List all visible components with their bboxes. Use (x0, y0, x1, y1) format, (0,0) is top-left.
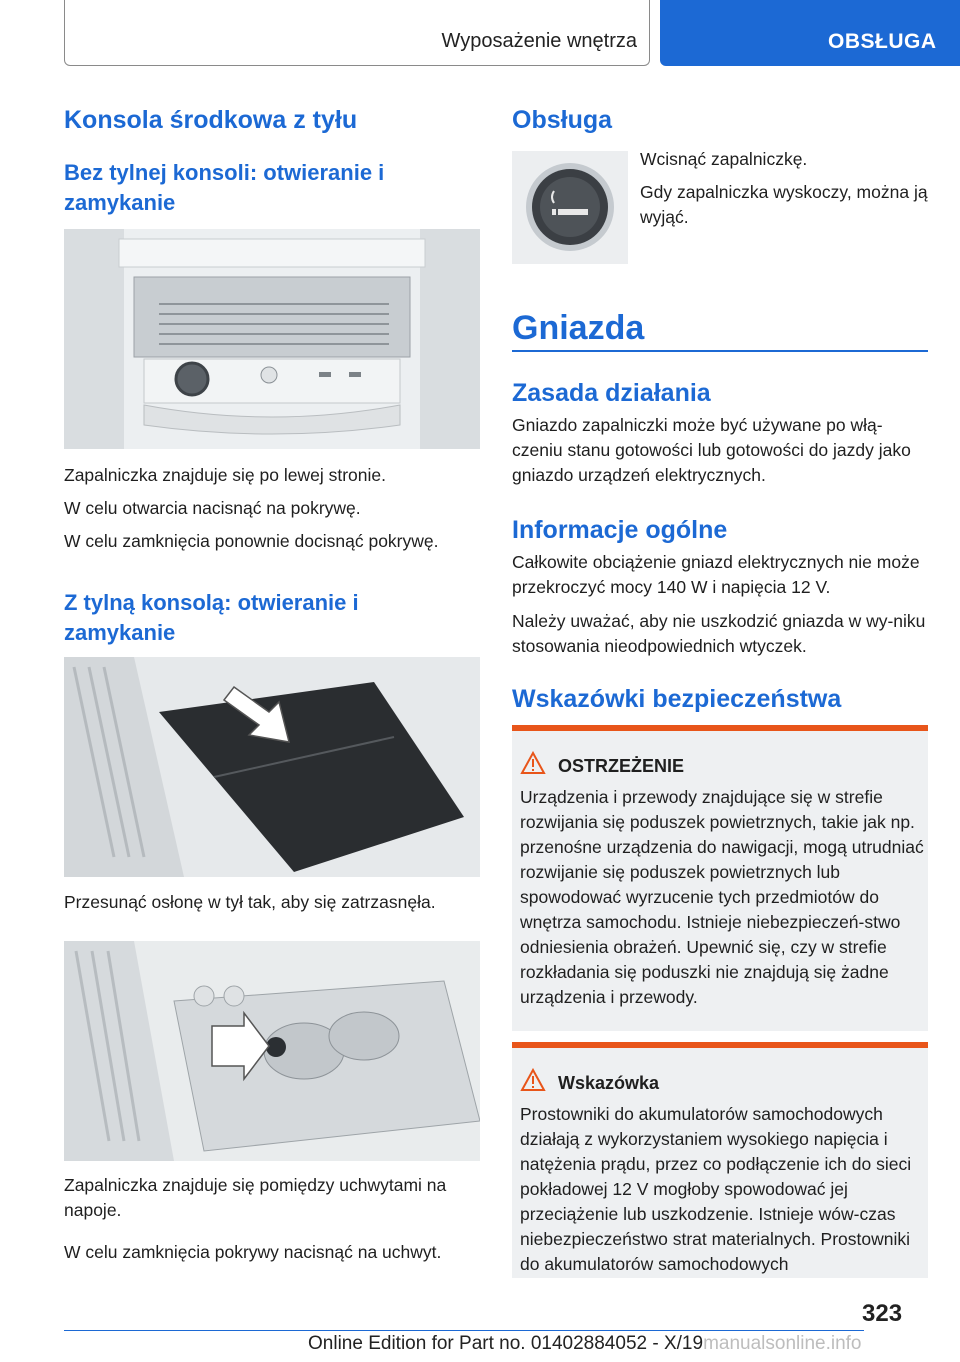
cup-holders-image (64, 941, 480, 1161)
heading-principle: Zasada działania (512, 379, 711, 407)
notice-text: Prostowniki do akumulatorów samochodowych działają z wykorzystaniem wysokiego napięcia i natężenia prądu, przez co podłączenie ich do sieci pokładowej 12 V mogłoby spowodować jej przeciążenie lub uszkodzenie. Istnieje wów-czas niebezpieczeństwo strat materialnych. Prostowniki do akumulatorów samochodowych (520, 1104, 912, 1274)
page-number: 323 (862, 1300, 903, 1327)
footer-divider (64, 1330, 864, 1331)
paragraph-press-lighter: Wcisnąć zapalniczkę. (640, 149, 808, 169)
header-chapter-tab (660, 0, 960, 66)
warning-box (512, 725, 928, 1031)
paragraph-slide-cover: Przesunąć osłonę w tył tak, aby się zatrzasnęła. (64, 892, 436, 912)
heading-safety: Wskazówki bezpieczeństwa (512, 685, 842, 713)
notice-title: Wskazówka (558, 1073, 660, 1093)
warning-text: Urządzenia i przewody znajdujące się w strefie rozwijania się poduszek powietrznych, takie jak np. przenośne urządzenia do nawigacji, mogą utrudniać rozwijanie się poduszek powietrznych lub spowodować wyrzucenie tych przedmiotów do wnętrza samochodu. Istnieje niebezpieczeń-stwo odniesienia obrażeń. Upewnić się, czy w strefie rozkładania się poduszki nie znajdują się żadne urządzenia i przewody. (520, 787, 924, 1007)
footer-watermark: manualsonline.info (703, 1333, 862, 1354)
notice-triangle-icon (520, 1068, 546, 1092)
paragraph-open-cover: W celu otwarcia nacisnąć na pokrywę. (64, 498, 361, 518)
footer-edition: Online Edition for Part no. 01402884052 - X/19 (308, 1333, 704, 1354)
sliding-cover-image (64, 657, 480, 877)
notice-box (512, 1042, 928, 1278)
footer-text (308, 1333, 862, 1355)
header-chapter-title: OBSŁUGA (828, 30, 937, 53)
paragraph-principle: Gniazdo zapalniczki może być używane po włą-czeniu stanu gotowości lub gotowości do jazdy jako gniazdo urządzeń elektrycznych. (512, 415, 911, 485)
console-compartment-image (64, 229, 480, 449)
heading-general-info: Informacje ogólne (512, 516, 728, 544)
header-section-tab (64, 0, 650, 66)
warning-triangle-icon (520, 751, 546, 775)
heading-with-rear-console: Z tylną konsolą: otwieranie i zamykanie (64, 590, 359, 645)
paragraph-close-lid: W celu zamknięcia pokrywy nacisnąć na uchwyt. (64, 1242, 442, 1262)
heading-without-rear-console: Bez tylnej konsoli: otwieranie i zamykanie (64, 160, 385, 215)
lighter-button-image (512, 151, 628, 264)
sockets-divider (512, 350, 928, 352)
paragraph-lighter-between: Zapalniczka znajduje się pomiędzy uchwytami na napoje. (64, 1175, 447, 1220)
paragraph-general-plugs: Należy uważać, aby nie uszkodzić gniazda w wy-niku stosowania nieodpowiednich wtyczek. (512, 611, 926, 656)
paragraph-close-cover: W celu zamknięcia ponownie docisnąć pokrywę. (64, 531, 439, 551)
heading-sockets: Gniazda (512, 309, 645, 347)
notice-bar (512, 1042, 928, 1048)
paragraph-remove-lighter: Gdy zapalniczka wyskoczy, można ją wyjąć. (640, 182, 928, 227)
heading-operation: Obsługa (512, 106, 613, 134)
paragraph-lighter-left: Zapalniczka znajduje się po lewej stronie. (64, 465, 386, 485)
header-section-title: Wyposażenie wnętrza (441, 30, 637, 52)
heading-rear-console: Konsola środkowa z tyłu (64, 106, 358, 134)
warning-bar (512, 725, 928, 731)
paragraph-general-load: Całkowite obciążenie gniazd elektrycznych nie może przekroczyć mocy 140 W i napięcia 12 V. (512, 552, 920, 597)
warning-title: OSTRZEŻENIE (558, 756, 685, 776)
